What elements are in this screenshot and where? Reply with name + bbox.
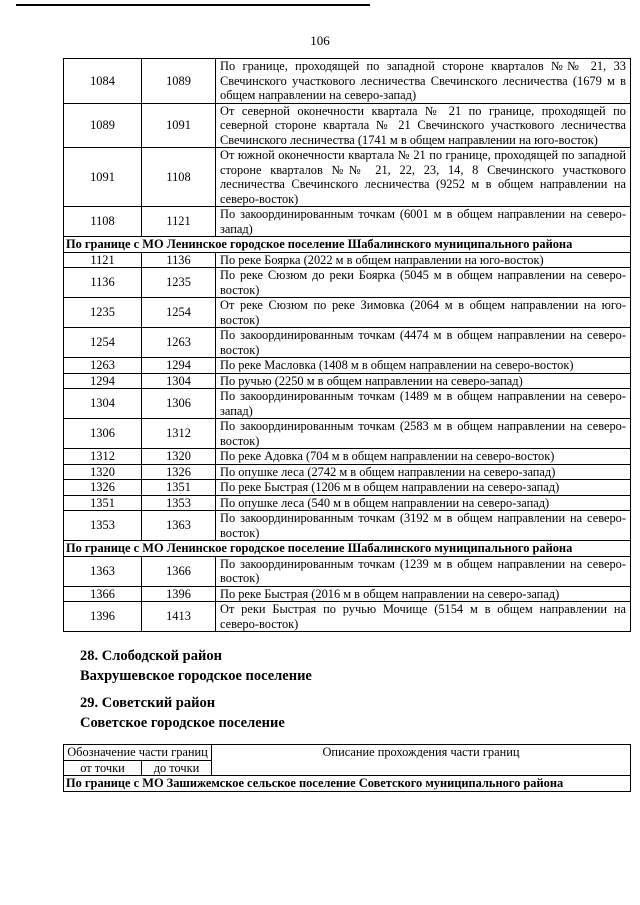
- to-point: 1091: [142, 103, 216, 148]
- from-point: 1089: [64, 103, 142, 148]
- to-point: 1304: [142, 373, 216, 389]
- table-row: [64, 602, 631, 632]
- to-point: 1396: [142, 586, 216, 602]
- table-row: [64, 373, 631, 389]
- description: От реке Сюзюм по реке Зимовка (2064 м в общем направлении на юго-восток): [216, 298, 631, 328]
- section-header-text: По границе с МО Ленинское городское поселение Шабалинского муниципального района: [64, 237, 631, 253]
- to-point: 1121: [142, 207, 216, 237]
- from-point: 1304: [64, 389, 142, 419]
- top-rule: [16, 4, 370, 6]
- section-28-subtitle: Вахрушевское городское поселение: [80, 668, 312, 684]
- to-point: 1136: [142, 252, 216, 268]
- col-to-header: до точки: [142, 760, 212, 776]
- section-header-row: [64, 541, 631, 557]
- to-point: 1320: [142, 449, 216, 465]
- description: От южной оконечности квартала № 21 по границе, проходящей по западной стороне кварталов №№ 21, 22, 23, 14, 8 Свечинского участкового лесничества Свечинского лесничества (9252 м в общем направлении на северо-восток): [216, 148, 631, 207]
- to-point: 1306: [142, 389, 216, 419]
- table-row: [64, 207, 631, 237]
- table-row: [64, 252, 631, 268]
- description: По закоординированным точкам (4474 м в общем направлении на северо-восток): [216, 328, 631, 358]
- from-point: 1108: [64, 207, 142, 237]
- description: По реке Быстрая (2016 м в общем направлении на северо-запад): [216, 586, 631, 602]
- table-row: [64, 389, 631, 419]
- from-point: 1326: [64, 480, 142, 496]
- table-row: [64, 298, 631, 328]
- description: По границе, проходящей по западной стороне кварталов №№ 21, 33 Свечинского участкового лесничества Свечинского лесничества (1679 м в общем направлении на северо-запад): [216, 59, 631, 104]
- from-point: 1396: [64, 602, 142, 632]
- to-point: 1326: [142, 464, 216, 480]
- col-desc-header: Описание прохождения части границ: [212, 745, 631, 776]
- description: По закоординированным точкам (1239 м в общем направлении на северо-восток): [216, 556, 631, 586]
- from-point: 1312: [64, 449, 142, 465]
- table-row: [64, 148, 631, 207]
- description: По закоординированным точкам (2583 м в общем направлении на северо-восток): [216, 419, 631, 449]
- section-29-title: 29. Советский район: [80, 695, 216, 711]
- boundary-table-2: [63, 744, 631, 792]
- col-from-header: от точки: [64, 760, 142, 776]
- description: По закоординированным точкам (3192 м в общем направлении на северо-восток): [216, 511, 631, 541]
- table-row: [64, 464, 631, 480]
- to-point: 1413: [142, 602, 216, 632]
- page-number: 106: [310, 33, 330, 48]
- table-row: [64, 586, 631, 602]
- from-point: 1351: [64, 495, 142, 511]
- from-point: 1091: [64, 148, 142, 207]
- table-row: [64, 480, 631, 496]
- from-point: 1366: [64, 586, 142, 602]
- to-point: 1312: [142, 419, 216, 449]
- from-point: 1263: [64, 358, 142, 374]
- description: От реки Быстрая по ручью Мочище (5154 м в общем направлении на северо-восток): [216, 602, 631, 632]
- to-point: 1351: [142, 480, 216, 496]
- description: От северной оконечности квартала № 21 по границе, проходящей по северной стороне квартала № 21 Свечинского участкового лесничества Свечинского лесничества (1741 м в общем направлении на юго-восток): [216, 103, 631, 148]
- from-point: 1254: [64, 328, 142, 358]
- section-28-title: 28. Слободской район: [80, 648, 222, 664]
- table-row: [64, 59, 631, 104]
- description: По закоординированным точкам (6001 м в общем направлении на северо-запад): [216, 207, 631, 237]
- description: По ручью (2250 м в общем направлении на северо-запад): [216, 373, 631, 389]
- section-header-row: По границе с МО Зашижемское сельское поселение Советского муниципального района: [64, 776, 631, 792]
- description: По реке Адовка (704 м в общем направлении на северо-восток): [216, 449, 631, 465]
- to-point: 1254: [142, 298, 216, 328]
- description: По опушке леса (540 м в общем направлении на северо-запад): [216, 495, 631, 511]
- to-point: 1089: [142, 59, 216, 104]
- from-point: 1121: [64, 252, 142, 268]
- description: По реке Боярка (2022 м в общем направлении на юго-восток): [216, 252, 631, 268]
- to-point: 1263: [142, 328, 216, 358]
- from-point: 1084: [64, 59, 142, 104]
- description: По реке Масловка (1408 м в общем направлении на северо-восток): [216, 358, 631, 374]
- to-point: 1363: [142, 511, 216, 541]
- description: По опушке леса (2742 м в общем направлении на северо-запад): [216, 464, 631, 480]
- description: По реке Сюзюм до реки Боярка (5045 м в общем направлении на северо-восток): [216, 268, 631, 298]
- from-point: 1235: [64, 298, 142, 328]
- table-row: [64, 511, 631, 541]
- to-point: 1294: [142, 358, 216, 374]
- from-point: 1353: [64, 511, 142, 541]
- from-point: 1363: [64, 556, 142, 586]
- section-header-text: По границе с МО Ленинское городское поселение Шабалинского муниципального района: [64, 541, 631, 557]
- table-row: [64, 358, 631, 374]
- from-point: 1136: [64, 268, 142, 298]
- table-row: [64, 268, 631, 298]
- section-header-row: [64, 237, 631, 253]
- table-row: [64, 495, 631, 511]
- to-point: 1235: [142, 268, 216, 298]
- to-point: 1366: [142, 556, 216, 586]
- to-point: 1353: [142, 495, 216, 511]
- to-point: 1108: [142, 148, 216, 207]
- table-row: [64, 103, 631, 148]
- table-row: [64, 419, 631, 449]
- from-point: 1320: [64, 464, 142, 480]
- col-group-header: Обозначение части границ: [64, 745, 212, 761]
- table-row: [64, 449, 631, 465]
- description: По реке Быстрая (1206 м в общем направлении на северо-запад): [216, 480, 631, 496]
- section-29-subtitle: Советское городское поселение: [80, 715, 285, 731]
- from-point: 1294: [64, 373, 142, 389]
- table-row: [64, 328, 631, 358]
- table-row: [64, 556, 631, 586]
- from-point: 1306: [64, 419, 142, 449]
- boundary-table: [63, 58, 631, 632]
- description: По закоординированным точкам (1489 м в общем направлении на северо-запад): [216, 389, 631, 419]
